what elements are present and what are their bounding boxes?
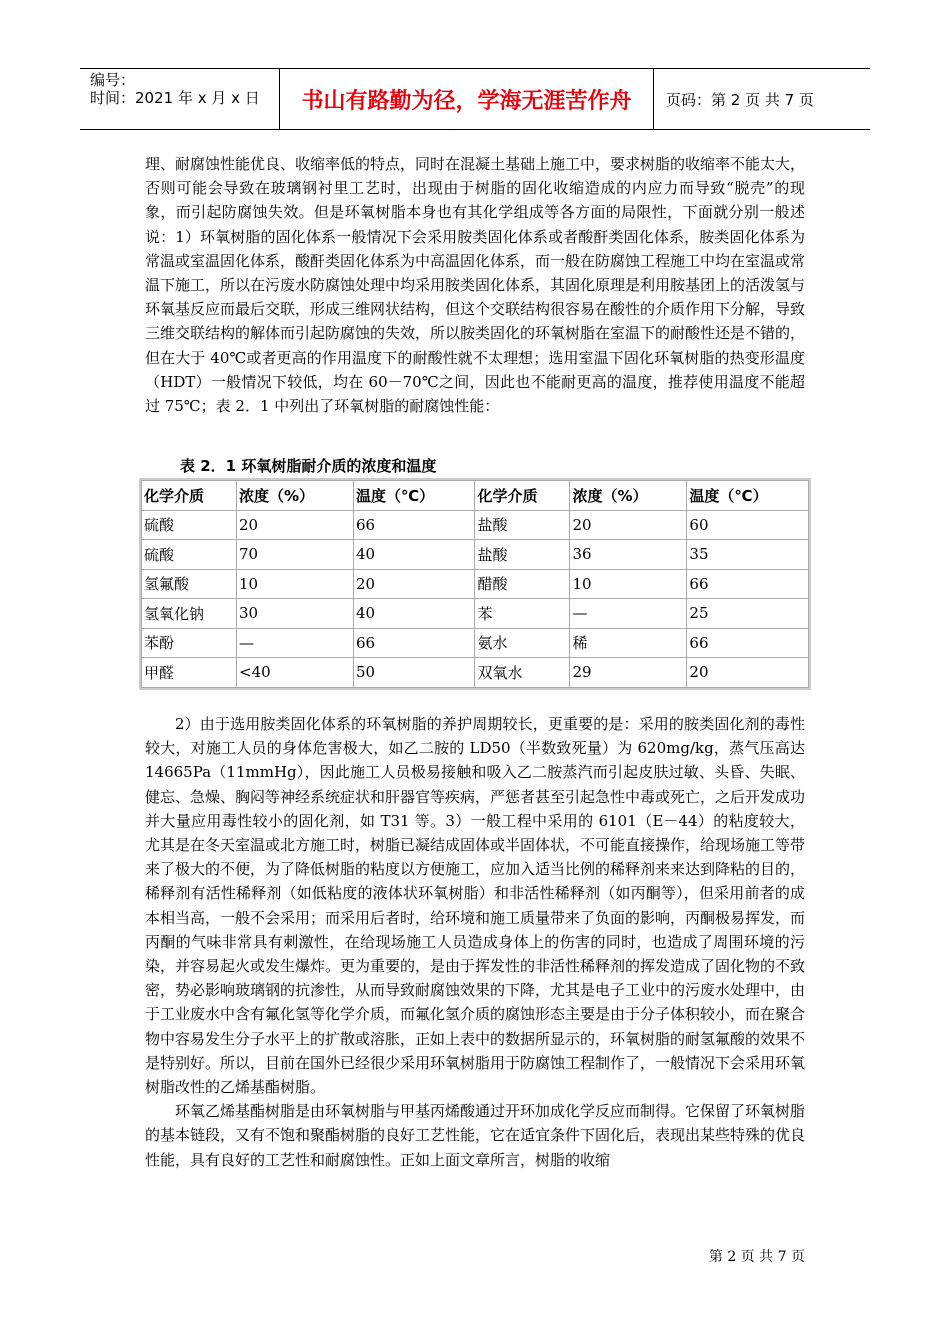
table-row xyxy=(142,628,809,658)
table-cell: 甲醛 xyxy=(142,658,237,688)
table-cell: 66 xyxy=(687,569,809,599)
table-cell: 36 xyxy=(570,540,687,570)
table-cell: 10 xyxy=(237,569,354,599)
table-cell: 氨水 xyxy=(475,628,570,658)
table-cell: 66 xyxy=(353,628,475,658)
table-cell: 35 xyxy=(687,540,809,570)
table-header-cell: 化学介质 xyxy=(475,481,570,511)
table-cell: 醋酸 xyxy=(475,569,570,599)
table-cell: 30 xyxy=(237,599,354,629)
table-cell: 氢氟酸 xyxy=(142,569,237,599)
table-header-row xyxy=(142,481,809,511)
table-cell: 25 xyxy=(687,599,809,629)
table-cell: 66 xyxy=(353,510,475,540)
table-cell: 40 xyxy=(353,599,475,629)
paragraph-1: 理、耐腐蚀性能优良、收缩率低的特点，同时在混凝土基础上施工中，要求树脂的收缩率不能太大，否则可能会导致在玻璃钢衬里工艺时，出现由于树脂的固化收缩造成的内应力而导致“脱壳”的现象，而引起防腐蚀失效。但是环氧树脂本身也有其化学组成等各方面的局限性，下面就分别一般述说：1）环氧树脂的固化体系一般情况下会采用胺类固化体系或者酸酐类固化体系，胺类固化体系为常温或室温固化体系，酸酐类固化体系为中高温固化体系，而一般在防腐蚀工程施工中均在室温或常温下施工，所以在污废水防腐蚀处理中均采用胺类固化体系，其固化原理是利用胺基团上的活泼氢与环氧基反应而最后交联，形成三维网状结构，但这个交联结构很容易在酸性的介质作用下分解，导致三维交联结构的解体而引起防腐蚀的失效，所以胺类固化的环氧树脂在室温下的耐酸性还是不错的，但在大于 40℃或者更高的作用温度下的耐酸性就不太理想；选用室温下固化环氧树脂的热变形温度（HDT）一般情况下较低，均在 60－70℃之间，因此也不能耐更高的温度，推荐使用温度不能超过 75℃；表 2．1 中列出了环氧树脂的耐腐蚀性能： xyxy=(145,155,806,416)
table-cell: — xyxy=(570,599,687,629)
table-cell: 60 xyxy=(687,510,809,540)
table-cell: 盐酸 xyxy=(475,510,570,540)
table-cell: 70 xyxy=(237,540,354,570)
table-row xyxy=(142,569,809,599)
table-cell: 50 xyxy=(353,658,475,688)
paragraph-2: 2）由于选用胺类固化体系的环氧树脂的养护周期较长，更重要的是：采用的胺类固化剂的毒性较大，对施工人员的身体危害极大，如乙二胺的 LD50（半数致死量）为 620mg/kg，蒸气压高达 14665Pa（11mmHg），因此施工人员极易接触和吸入乙二胺蒸汽而引起皮肤过敏、头昏、失眠、健忘、急燥、胸闷等神经系统症状和肝器官等疾病，严惩者甚至引起急性中毒或死亡，之后开发成功并大量应用毒性较小的固化剂，如 T31 等。3）一般工程中采用的 6101（E－44）的粘度较大，尤其是在冬天室温或北方施工时，树脂已凝结成固体或半固体状，不可能直接操作，给现场施工等带来了极大的不便，为了降低树脂的粘度以方便施工，应加入适当比例的稀释剂来来达到降粘的目的，稀释剂有活性稀释剂（如低粘度的液体状环氧树脂）和非活性稀释剂（如丙酮等），但采用前者的成本相当高，一般不会采用；而采用后者时，给环境和施工质量带来了负面的影响，丙酮极易挥发，而丙酮的气味非常具有刺激性，在给现场施工人员造成身体上的伤害的同时，也造成了周围环境的污染，并容易起火或发生爆炸。更为重要的，是由于挥发性的非活性稀释剂的挥发造成了固化物的不致密，势必影响玻璃钢的抗渗性，从而导致耐腐蚀效果的下降，尤其是电子工业中的污废水处理中，由于工业废水中含有氟化氢等化学介质，而氟化氢介质的腐蚀形态主要是由于分子体积较小，而在聚合物中容易发生分子水平上的扩散或溶胀，正如上表中的数据所显示的，环氧树脂的耐氢氟酸的效果不是特别好。所以，目前在国外已经很少采用环氧树脂用于防腐蚀工程制作了，一般情况下会采用环氧树脂改性的乙烯基酯树脂。 xyxy=(145,715,806,1097)
page-footer: 第 2 页 共 7 页 xyxy=(708,1249,805,1265)
body-section-1 xyxy=(145,152,805,418)
table-header-cell: 浓度（%） xyxy=(237,481,354,511)
paragraph-3: 环氧乙烯基酯树脂是由环氧树脂与甲基丙烯酸通过开环加成化学反应而制得。它保留了环氧树脂的基本链段，又有不饱和聚酯树脂的良好工艺性能，它在适宜条件下固化后，表现出某些特殊的优良性能，具有良好的工艺性和耐腐蚀性。正如上面文章所言，树脂的收缩 xyxy=(145,1102,806,1169)
table-cell: 氢氧化钠 xyxy=(142,599,237,629)
table-cell: <40 xyxy=(237,658,354,688)
table-cell: 66 xyxy=(687,628,809,658)
header-number: 编号： xyxy=(90,71,136,89)
table-cell: 40 xyxy=(353,540,475,570)
header-meta xyxy=(80,69,280,129)
table-cell: 双氧水 xyxy=(475,658,570,688)
table-header-cell: 温度（℃） xyxy=(687,481,809,511)
header-time: 时间：2021 年 x 月 x 日 xyxy=(90,89,260,107)
table-cell: 20 xyxy=(237,510,354,540)
table-cell: 硫酸 xyxy=(142,540,237,570)
table-cell: 20 xyxy=(570,510,687,540)
table-cell: 苯酚 xyxy=(142,628,237,658)
table-header-cell: 温度（℃） xyxy=(353,481,475,511)
table-cell: 稀 xyxy=(570,628,687,658)
table-caption: 表 2．1 环氧树脂耐介质的浓度和温度 xyxy=(180,457,437,475)
table-row xyxy=(142,658,809,688)
resistance-table xyxy=(141,480,809,688)
table-row xyxy=(142,540,809,570)
table-header-cell: 化学介质 xyxy=(142,481,237,511)
body-section-2 xyxy=(145,712,805,1172)
table-cell: 10 xyxy=(570,569,687,599)
table-row xyxy=(142,599,809,629)
table-cell: 苯 xyxy=(475,599,570,629)
table-cell: 盐酸 xyxy=(475,540,570,570)
table-cell: 硫酸 xyxy=(142,510,237,540)
header-motto: 书山有路勤为径，学海无涯苦作舟 xyxy=(280,69,654,129)
table-cell: 29 xyxy=(570,658,687,688)
header-page-number: 页码：第 2 页 共 7 页 xyxy=(666,90,814,109)
table-cell: 20 xyxy=(353,569,475,599)
page-header xyxy=(80,68,870,130)
table-row xyxy=(142,510,809,540)
table-header-cell: 浓度（%） xyxy=(570,481,687,511)
table-cell: — xyxy=(237,628,354,658)
table-cell: 20 xyxy=(687,658,809,688)
